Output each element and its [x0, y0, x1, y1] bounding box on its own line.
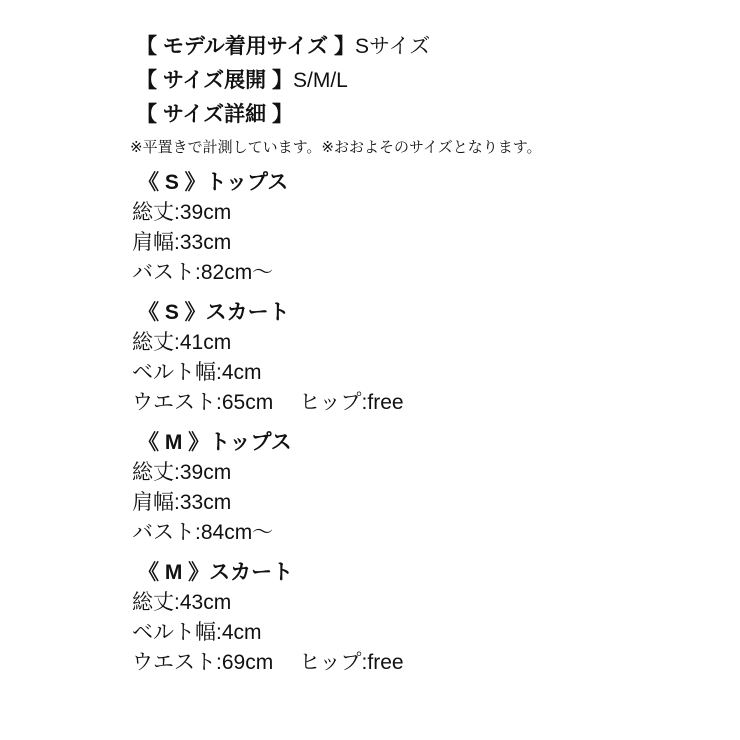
measurement-row: [132, 258, 720, 288]
measurement-row: [132, 458, 720, 488]
measurement-row: [132, 328, 720, 358]
size-detail-heading: [136, 98, 720, 132]
size-range-line: [136, 64, 720, 98]
measurement-value: 総丈:39cm: [132, 201, 232, 224]
measurement-value: ヒップ:free: [299, 391, 404, 414]
model-size-value: Sサイズ: [354, 35, 431, 58]
measurement-row: [132, 518, 720, 548]
measurement-note: ※平置きで計測しています。※おおよそのサイズとなります。: [130, 139, 542, 156]
model-size-line: [136, 30, 720, 64]
section-heading-s-tops: 《 S 》トップス: [138, 171, 289, 194]
measurement-row: [132, 488, 720, 518]
measurement-value: バスト:82cm〜: [132, 261, 274, 284]
measurement-row: [132, 228, 720, 258]
measurement-row: [132, 358, 720, 388]
measurement-row: [132, 588, 720, 618]
size-range-value: S/M/L: [293, 69, 348, 92]
measurement-row: [132, 648, 720, 678]
measurement-value: 肩幅:33cm: [132, 491, 232, 514]
measurement-value: 総丈:39cm: [132, 461, 232, 484]
section-heading-m-tops: 《 M 》トップス: [138, 431, 292, 454]
measurement-value: ベルト幅:4cm: [132, 621, 262, 644]
measurement-value: ヒップ:free: [299, 651, 404, 674]
measurement-value: 総丈:43cm: [132, 591, 232, 614]
size-detail-label: 【 サイズ詳細 】: [136, 103, 293, 126]
size-range-label: 【 サイズ展開 】: [136, 69, 293, 92]
model-size-label: 【 モデル着用サイズ 】: [136, 35, 355, 58]
measurement-value: ウエスト:69cm: [132, 651, 274, 674]
measurement-value: バスト:84cm〜: [132, 521, 274, 544]
section-heading-m-skirt: 《 M 》スカート: [138, 561, 294, 584]
section-heading-s-skirt: 《 S 》スカート: [138, 301, 290, 324]
measurement-value: ベルト幅:4cm: [132, 361, 262, 384]
measurement-value: ウエスト:65cm: [132, 391, 274, 414]
measurement-value: 総丈:41cm: [132, 331, 232, 354]
measurement-row: [132, 198, 720, 228]
measurement-row: [132, 618, 720, 648]
measurement-value: 肩幅:33cm: [132, 231, 232, 254]
measurement-row: [132, 388, 720, 418]
